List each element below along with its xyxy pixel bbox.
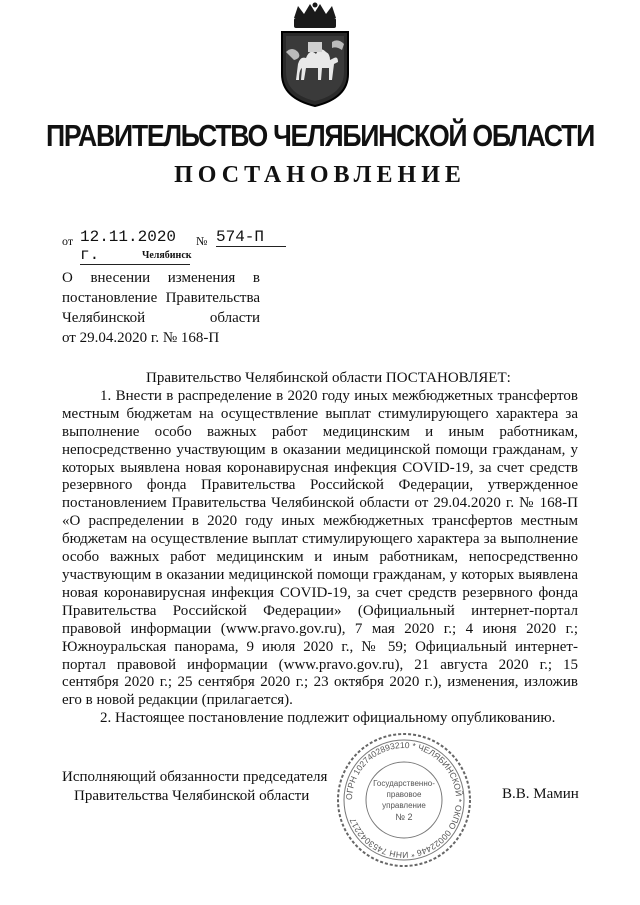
stamp-ring-text: ОГРН 1027402893210 * ЧЕЛЯБИНСКОЙ * ОКПО 00022446 * ИНН 7453042217 (343, 739, 465, 861)
official-stamp-icon (334, 730, 474, 870)
document-subject (62, 268, 260, 348)
preamble: Правительство Челябинской области ПОСТАНОВЛЯЕТ: (146, 370, 511, 386)
subject-line: от 29.04.2020 г. № 168-П (62, 330, 220, 346)
signer-position (62, 768, 327, 806)
coat-of-arms-icon (272, 2, 358, 108)
city-name: Челябинск (142, 250, 192, 261)
date-label: от (62, 234, 74, 248)
stamp-center-line: Государственно- (373, 779, 435, 788)
subject-line: О внесении изменения в (62, 270, 260, 286)
document-number: 574-П (216, 228, 286, 247)
paragraph-1: 1. Внести в распределение в 2020 году иных межбюджетных трансфертов местным бюджетам на осуществление выплат стимулирующего характера за выполнение особо важных работ медицинским и иным работникам, непосредственно участвующим в оказании медицинской помощи гражданам, у которых выявлена новая коронавирусная инфекция COVID-19, за счет средств резервного фонда Правительства Российской Федерации, утвержденное постановлением Правительства Челябинской области от 29.04.2020 г. № 168-П «О распределении в 2020 году иных межбюджетных трансфертов местным бюджетам на осуществление выплат стимулирующего характера за выполнение особо важных работ медицинским и иным работникам, непосредственно участвующим в оказании медицинской помощи гражданам, у которых выявлена новая коронавирусная инфекция COVID-19, за счет средств резервного фонда Правительства Российской Федерации» (Официальный интернет-портал правовой информации (www.pravo.gov.ru), 7 мая 2020 г.; 4 июня 2020 г.; Южноуральская панорама, 9 июля 2020 г., № 59; Официальный интернет-портал правовой информации (www.pravo.gov.ru), 21 августа 2020 г.; 15 сентября 2020 г.; 25 сентября 2020 г.; 23 октября 2020 г.), изменения, изложив его в новой редакции (прилагается). (62, 387, 578, 709)
government-name: ПРАВИТЕЛЬСТВО ЧЕЛЯБИНСКОЙ ОБЛАСТИ (46, 118, 594, 153)
document-body (62, 370, 578, 728)
paragraph-2: 2. Настоящее постановление подлежит официальному опубликованию. (100, 710, 556, 727)
subject-line: Челябинской области (62, 310, 260, 326)
stamp-center-line: правовое (386, 790, 422, 799)
svg-text:ОГРН 1027402893210 * ЧЕЛЯБИНСК (344, 740, 465, 860)
signer-position-line: Исполняющий обязанности председателя (62, 769, 328, 785)
signer-name: В.В. Мамин (502, 786, 579, 802)
stamp-center-line: № 2 (395, 812, 413, 822)
document-date: 12.11.2020 г. (80, 228, 190, 265)
stamp-center-line: управление (382, 801, 426, 810)
number-label: № (196, 234, 208, 248)
subject-line: постановление Правительства (62, 290, 260, 306)
signer-position-line: Правительства Челябинской области (74, 788, 310, 804)
document-type-title: ПОСТАНОВЛЕНИЕ (174, 162, 466, 188)
